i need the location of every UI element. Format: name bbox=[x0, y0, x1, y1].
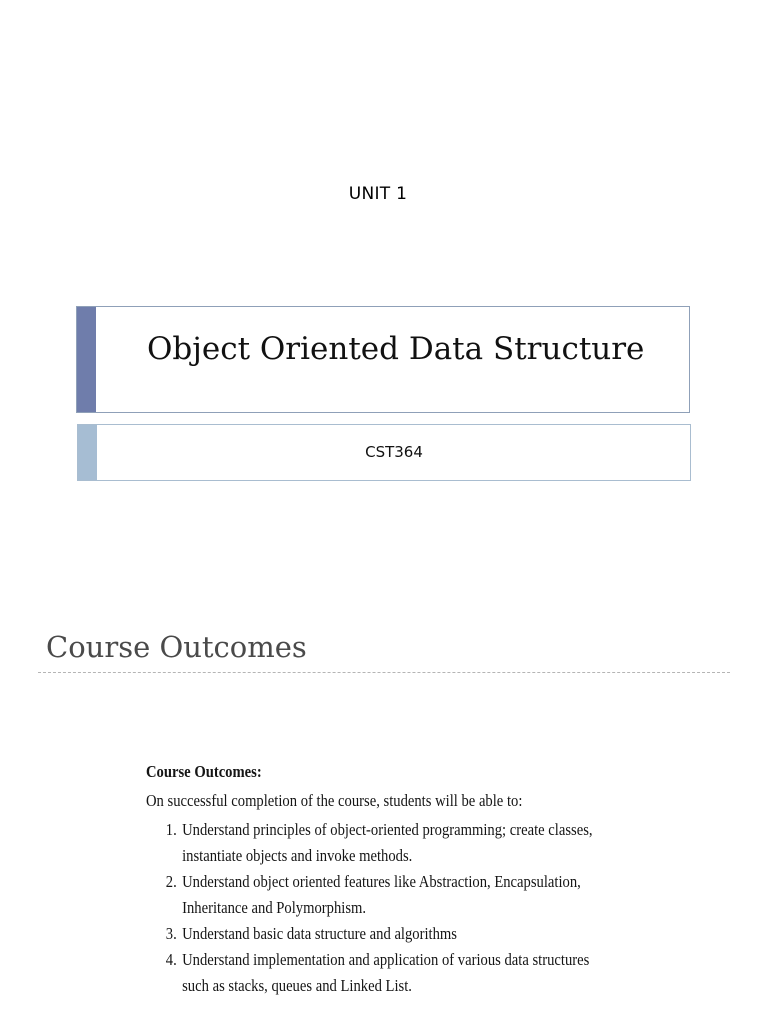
list-item: 1. Understand principles of object-oriented programming; create classes, instantiate objects and invoke methods. bbox=[180, 817, 593, 869]
title-box bbox=[76, 306, 690, 413]
list-item: 3. Understand basic data structure and algorithms bbox=[180, 921, 593, 947]
list-item: 2. Understand object oriented features like Abstraction, Encapsulation, Inheritance and Polymorphism. bbox=[180, 869, 593, 921]
scan-heading: Course Outcomes: bbox=[146, 762, 262, 781]
title-accent-bar bbox=[77, 307, 96, 412]
course-outcomes-scan bbox=[146, 762, 593, 999]
section-heading: Course Outcomes bbox=[46, 630, 307, 664]
section-divider bbox=[38, 672, 730, 673]
slide-title: Object Oriented Data Structure bbox=[147, 331, 645, 367]
unit-label: UNIT 1 bbox=[348, 184, 408, 204]
outcomes-list bbox=[146, 817, 593, 999]
course-code-box bbox=[77, 424, 691, 481]
scan-intro: On successful completion of the course, students will be able to: bbox=[146, 791, 523, 810]
list-item: 4. Understand implementation and application of various data structures such as stacks, queues and Linked List. bbox=[180, 947, 593, 999]
course-code: CST364 bbox=[365, 443, 423, 461]
